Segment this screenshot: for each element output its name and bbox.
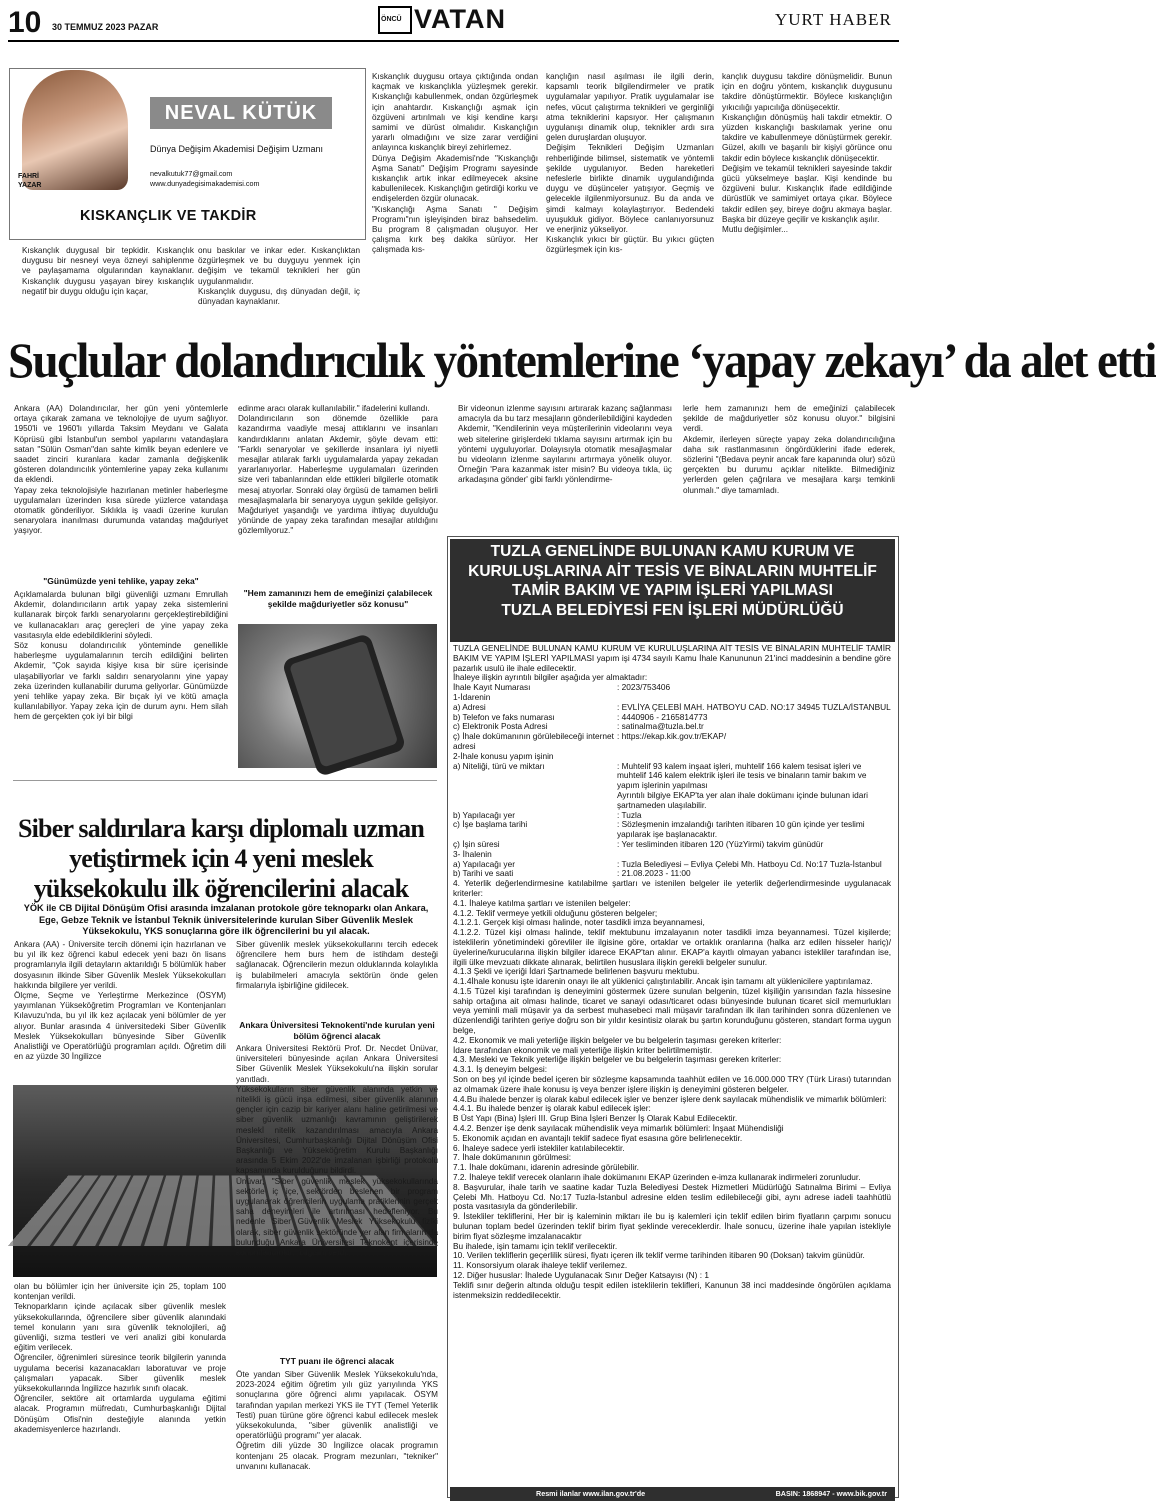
tender-detail-key: a) Niteliği, türü ve miktarı [453,760,545,771]
footer-right: BASIN: 1868947 - www.bik.gov.tr [775,1489,887,1498]
tender-detail-key: 2-İhale konusu yapım işinin [453,750,554,761]
logo-text: VATAN [414,4,506,34]
tender-terms: 4. Yeterlik değerlendirmesine katılabilme şartları ve istenilen belgeler ile yeterlik değerlendirmesinde uygulanacak kriterler: 4.1. İhaleye katılma şartları ve istenilen belgeler: 4.1.2. Teklif vermeye yetkili olduğunu gösteren belgeler; 4.1.2.1. Gerçek kişi olması halinde, noter tasdikli imza beyannamesi, 4.1.2.2. Tüzel kişi olması halinde, teklif mektubunu imzalayanın noter tasdikli imza beyannamesi. Tüzel kişilerde; isteklilerin yönetimindeki görevliler ile ilgisine göre, ortaklar ve ortaklık oranlarına (halka arz edilen hisseler hariç)/üyelerine/kurucularına ilişkin bilgiler idarece EKAP'tan alınır. EKAP'a kayıtlı olmayan yabancı istekliler tarafından ise, ilgili ülke mevzuatı dikkate alınarak, belirtilen hususlara ilişkin gerekli belgeler sunulur. 4.1.3 Şekli ve içeriği İdari Şartnamede belirlenen başvuru mektubu. 4.1.4İhale konusu işte idarenin onayı ile alt yüklenici çalıştırılabilir. Ancak işin tamamı alt yüklenicilere yaptırılamaz. 4.1.5 Tüzel kişi tarafından iş deneyimini göstermek üzere sunulan belgenin, tüzel kişiliğin yarısından fazla hissesine sahip ortağına ait olması halinde, ticaret ve sanayi odası/ticaret odası bünyesinde bulunan ticaret sicil memurlukları veya yeminli mali müşavir ya da serbest muhasebeci mali müşavir tarafından ilk ilan tarihinden sonra düzenlenen ve düzenlendiği tarihten geriye doğru son bir yıldır kesintisiz olarak bu şartın korunduğunu gösteren, standart forma uygun belge, 4.2. Ekonomik ve mali yeterliğe ilişkin belgeler ve bu belgelerin taşıması gereken kriterler: İdare tarafından ekonomik ve mali yeterliğe ilişkin kriter belirtilmemiştir. 4.3. Mesleki ve Teknik yeterliğe ilişkin belgeler ve bu belgelerin taşıması gereken kriterler: 4.3.1. İş deneyim belgesi: Son on beş yıl içinde bedel içeren bir sözleşme kapsamında taahhüt edilen ve 16.000.000 TRY (Türk Lirası) tutarından az olmamak üzere ihale konusu iş veya benzer işlere ilişkin iş deneyimini gösteren belgeler. 4.4.Bu ihalede benzer iş olarak kabul edilecek işler ve benzer işlere denk sayılacak mühendislik ve mimarlık bölümleri: 4.4.1. Bu ihalede benzer iş olarak kabul edilecek işler: B Üst Yapı (Bina) İşleri III. Grup Bina İşleri Benzer İş Olarak Kabul Edilecektir. 4.4.2. Benzer işe denk sayılacak mühendislik veya mimarlık bölümleri: İnşaat Mühendisliği 5. Ekonomik açıdan en avantajlı teklif sadece fiyat esasına göre belirlenecektir. 6. İhaleye sadece yerli istekliler katılabilecektir. 7. İhale dokümanının görülmesi: 7.1. İhale dokümanı, idarenin adresinde görülebilir. 7.2. İhaleye teklif verecek olanların ihale dokümanını EKAP üzerinden e-imza kullanarak indirmeleri zorunludur. 8. Başvurular, ihale tarih ve saatine kadar Tuzla Belediyesi Destek Hizmetleri Müdürlüğü Satınalma Birimi – Evliya Çelebi Mh. Hatboyu Cd. No:17 Tuzla-İstanbul adresine elden teslim edilebileceği gibi, aynı adrese iadeli taahhütlü posta vasıtasıyla da gönderilebilir. 9. İstekliler tekliflerini, Her bir iş kaleminin miktarı ile bu iş kalemleri için teklif edilen birim fiyatların çarpımı sonucu bulunan toplam bedel üzerinden teklif birim fiyat şeklinde vereceklerdir. İhale sonucu, üzerine ihale yapılan istekliyle birim fiyat sözleşme imzalanacaktır Bu ihalede, işin tamamı için teklif verilecektir. 10. Verilen tekliflerin geçerlilik süresi, fiyatı içeren ilk teklif verme tarihinden itibaren 90 (Doksan) takvim günüdür. 11. Konsorsiyum olarak ihaleye teklif verilemez. 12. Diğer hususlar: İhalede Uygulanacak Sınır Değer Katsayısı (N) : 1 Teklifi sınır değerin altında olduğu tespit edilen isteklilerin teklifleri, Kanunun 38 inci maddesinde öngörülen açıklama istenmeksizin reddedilecektir. [453,878,891,1300]
tender-detail-key: b) Yapılacağı yer [453,809,515,820]
story1-subhead-2: "Hem zamanınızı hem de emeğinizi çalabilecek şekilde mağduriyetler söz konusu" [243,588,433,609]
column-title: KISKANÇLIK VE TAKDİR [80,208,257,224]
tender-intro: TUZLA GENELİNDE BULUNAN KAMU KURUM VE KURULUŞLARINA AİT TESİS VE BİNALARIN MUHTELİF TAMİR BAKIM VE YAPIM İŞLERİ YAPILMASI yapım işi 4734 sayılı Kamu İhale Kanununun 21'inci maddesinin a bendine göre pazarlık usulü ile ihale edilecektir. İhaleye ilişkin ayrıntılı bilgiler aşağıda yer almaktadır: [453,643,891,683]
tender-detail-row [453,762,891,811]
footer-left: Resmi ilanlar www.ilan.gov.tr'de [536,1489,646,1498]
author-contact [150,169,259,189]
phone-scam-photo [238,624,437,768]
story2-col1b: olan bu bölümler için her üniversite için 25, toplam 100 kontenjan verildi. Teknoparkların içinde açılacak siber güvenlik meslek yüksekokullarında, öğrencilere siber güvenlik alanındaki temel konuların yanı sıra güvenlik teknolojileri, ağ güvenliği, sızma testleri ve veri analizi gibi konularda eğitim verilecek. Öğrenciler, öğrenimleri süresince teorik bilgilerin yanında uygulama becerisi kazanacakları laboratuvar ve proje çalışmaları yapacak. Siber güvenlik meslek yüksekokullarında İngilizce hazırlık sınıfı olacak. Öğrenciler, sektöre ait ortamlarda uygulama eğitimi alacak. Programın müfredatı, Cumhurbaşkanlığı Dijital Dönüşüm Ofisi'nin desteğiyle alanında yetkin akademisyenlerce hazırlandı. [14,1282,226,1434]
tender-detail-row [453,820,891,840]
tender-detail-key: a) Adresi [453,701,486,712]
tender-detail-value: : Muhtelif 93 kalem inşaat işleri, muhtelif 166 kalem tesisat işleri ve muhtelif 146 kalem elektrik işleri ile tesis ve binaların tamir bakım ve yapım işlerinin yapılması Ayrıntılı bilgiye EKAP'ta yer alan ihale dokümanı içinde bulunan idari şartnameden ulaşılabilir. [617,760,868,810]
tender-details [453,683,891,879]
tender-detail-row [453,683,891,693]
story2-headline: Siber saldırılara karşı diplomalı uzman yetiştirmek için 4 yeni meslek yüksekokulu ilk öğrencilerini alacak [17,814,425,903]
logo-badge: ÖNCÜ [378,6,412,34]
story2-lead: YÖK ile CB Dijital Dönüşüm Ofisi arasında imzalanan protokole göre teknoparkı olan Ankara, Ege, Gebze Teknik ve İstanbul Teknik üniversitelerinde kurulan Siber Güvenlik Meslek Yüksekokulu, YKS sonuçlarına göre ilk öğrencilerini bu yıl alacak. [23,903,429,936]
story2-col1: Ankara (AA) - Üniversite tercih dönemi için hazırlanan ve bu yıl ilk kez öğrenci kabul edecek yeni bazı ön lisans programlarıyla ilgili detayların aktarıldığı 5 bölümlük haber dosyasının ilkinde Siber Güvenlik Meslek Yüksekokulları hakkında bilgilere yer verildi. Ölçme, Seçme ve Yerleştirme Merkezince (ÖSYM) yayımlanan Yükseköğretim Programları ve Kontenjanları Kılavuzu'nda, bu yıl ilk kez açılacak yeni bölümler de yer alıyor. Bunlar arasında 4 üniversitedeki Siber Güvenlik Meslek Yüksekokulları bünyesinde Siber Güvenlik Analistliği ve Operatörlüğü programları açıldı. Öğretim dili en az yüzde 30 İngilizce [14,940,226,1062]
tender-detail-key: İhale Kayıt Numarası [453,682,531,693]
story1-subhead-1: "Günümüzde yeni tehlike, yapay zeka" [43,576,199,586]
story1-col1b: Açıklamalarda bulunan bilgi güvenliği uzmanı Emrullah Akdemir, dolandırıcıların artık yapay zeka sistemlerini kullanarak birçok farklı senaryolarını gerçekleştirebildiğini ve kullanacakları araç gereçleri de yine yapay zeka vasıtasıyla elde edebildiklerini söyledi. Söz konusu dolandırıcılık yönteminde genellikle haberleşme uygulamalarının tercih edildiğini belirten Akdemir, "Çok sayıda kişiye kısa bir süre içerisinde ulaşabiliyorlar ve farklı saldırı senaryolarını yine yapay zeka üzerinden kullanabilir duruma geliyorlar. Günümüzde yeni tehlike yapay zeka. Bir bıçak iyi ve kötü amaçla kullanılabiliyor. Yapay zeka için de durum aynı. Hem silah hem de gerçekten çok iyi bir bilgi [14,590,228,722]
story1-col3: Bir videonun izlenme sayısını artırarak kazanç sağlanması amacıyla da bu tarz mesajların gönderilebildiğini kaydeden Akdemir, "Kendilerinin veya müşterilerinin videolarını veya web sitelerine girişlerdeki tıklama sayısını artırmak için bu yöntemi uyguluyorlar. Dolayısıyla otomatik mesajlaşmalar bu videoların izlenme sayılarını artırmaya yönelik oluyor. Örneğin 'Para kazanmak ister misin? Bu videoya tıkla, üç arkadaşına gönder' gibi farklı yönlendirme- [458,404,672,485]
tender-detail-value: : EVLİYA ÇELEBİ MAH. HATBOYU CAD. NO:17 34945 TUZLA/İSTANBUL [617,701,891,712]
author-photo-label: FAHRİ YAZAR [18,173,42,189]
story1-col4: lerle hem zamanınızı hem de emeğinizi çalabilecek şekilde de mağduriyetler söz konusu oluyor." bilgisini verdi. Akdemir, ilerleyen süreçte yapay zeka dolandırıcılığına daha sık rastlanmasının öngördüklerini ifade ederek, sözlerini "(Bedava peynir ancak fare kapanında olur) sözü gerçekten bu durumu açıklar nitelikte. Bilmediğiniz yerlerden gelen çağrılara ve mesajlara karşı temkinli olunmalı." diye tamamladı. [683,404,895,495]
tender-detail-key: b) Telefon ve faks numarası [453,711,555,722]
tender-detail-value: : https://ekap.kik.gov.tr/EKAP/ [617,731,727,742]
column-text-5: kançlık duygusu takdire dönüşmelidir. Bunun için en doğru yöntem, kıskançlık duygusunu takdire dönüştürmektir. Böylece kıskançlığın yıkıcılığı yapıcılığa dönüşecektir. Kıskançlığın dönüşmüş hali takdir etmektir. O yüzden kıskançlığı baskılamak yerine onu takdire ve kabullenmeye dönüştürmek gerekir. Güzel, akıllı ve başarılı bir kişiyi görünce onu takdir edin böylece kıskançlık dönüşecektir. Değişim ve tekamül teknikleri sayesinde takdir gücü yükselmeye başlar. Kişi kendinde bu özgüveni bulur. Kıskançlık ifade edildiğinde dürüstlük ve samimiyet ortaya çıkar. Böylece takdir edilen şey, bireye doğru akmaya başlar. Başka bir düzeye geçilir ve kıskançlık aşılır. Mutlu değişimler... [722,72,892,235]
tender-detail-value: : Tuzla Belediyesi – Evliya Çelebi Mh. Hatboyu Cd. No:17 Tuzla-İstanbul [617,858,882,869]
story1-col2: edinme aracı olarak kullanılabilir." ifadelerini kullandı. Dolandırıcıların son dönemde özellikle para kazandırma vaadiyle mesaj attıklarını ve insanları kandırdıklarını anlatan Akdemir, şöyle devam etti: "Farklı senaryolar ve şekillerde insanlara iyi niyetli mesajlar atılarak farklı uygulamalarda yapay zekadan yararlanıyorlar. Haberleşme uygulamaları üzerinden size veri tabanlarından elde ettikleri bilgilerle otomatik mesaj atıyorlar. Sonraki olay örgüsü de tamamen belirli mesajlaşmalarla bir senaryoya uygun şekilde gelişiyor. Mağduriyet yaşandığı ve yardıma ihtiyaç duyulduğu yönünde de yapay zeka tarafından mesajlar atıldığını gözlemliyoruz." [238,404,438,536]
author-web: www.dunyadegisimakademisi.com [150,179,260,188]
tender-detail-key: c) Elektronik Posta Adresi [453,721,548,732]
tender-detail-value: : Tuzla [617,809,642,820]
tender-ad-headline: TUZLA GENELİNDE BULUNAN KAMU KURUM VE KURULUŞLARINA AİT TESİS VE BİNALARIN MUHTELİF TAMİR BAKIM VE YAPIM İŞLERİ YAPILMASI TUZLA BELEDİYESİ FEN İŞLERİ MÜDÜRLÜĞÜ [450,539,895,642]
author-role: Dünya Değişim Akademisi Değişim Uzmanı [150,144,324,154]
author-name: NEVAL KÜTÜK [150,97,332,129]
story1-headline: Suçlular dolandırıcılık yöntemlerine ‘yapay zekayı’ da alet etti [8,333,1156,389]
tender-detail-key: a) Yapılacağı yer [453,858,515,869]
column-text-4: kançlığın nasıl aşılması ile ilgili derin, kapsamlı teorik bilgilendirmeler ve pratik uygulamalar yapılıyor. Pratik uygulamalar ise nefes, vücut çalıştırma teknikleri ve gerginliği atma tekniklerini kapsıyor. Her çalışmanın uygulanışı dinamik olup, teknikler ardı sıra gelen duruşlardan oluşuyor. Değişim Teknikleri Değişim Uzmanları rehberliğinde bilimsel, sistematik ve yöntemli şekilde uygulanıyor. Beden hareketleri nefeslerle birlikte dinamik uygulandığında duygu ve düşünceler yatışıyor. Geçmiş ve gelecekle ilgilenmiyorsunuz. Bu da anda ve şimdi kalmayı kolaylaştırıyor. Bedendeki uyuşukluk gidiyor. Böylece canlanıyorsunuz ve enerjiniz yükseliyor. Kıskançlık yıkıcı bir güçtür. Bu yıkıcı güçten özgürleşmek için kıs- [546,72,714,255]
tender-ad-body [453,644,891,1427]
tender-detail-value: : Sözleşmenin imzalandığı tarihten itibaren 10 gün içinde yer teslimi yapılarak işe başlanacaktır. [617,819,865,840]
tender-detail-row [453,840,891,850]
tender-detail-value: : 21.08.2023 - 11:00 [617,868,691,879]
story1-col1: Ankara (AA) Dolandırıcılar, her gün yeni yöntemlerle ortaya çıkarak zamana ve teknolojiye de uyum sağlıyor. 1950'li ve 1960'lı yıllarda Taksim Meydanı ve Galata Köprüsü gibi İstanbul'un sembol yapılarını vatandaşlara satan "Sülün Osman"dan sahte kimlik beyan edenlere ve saadet zinciri kuranlara kadar zamanla değişkenlik gösteren dolandırıcılık yöntemlerine yapay zeka kullanımı da eklendi. Yapay zeka teknolojisiyle hazırlanan metinler haberleşme uygulamaları üzerinden kısa sürede yüzlerce vatandaşa otomatik gönderiliyor. Sıklıkla iş vaadi üzerine kurulan senaryolara inanılması durumunda vatandaş mağduriyet yaşıyor. [14,404,228,536]
tender-detail-key: ç) İşin süresi [453,838,500,849]
tender-detail-key: 1-İdarenin [453,691,491,702]
newspaper-logo [378,6,524,34]
tender-detail-key: b) Tarihi ve saati [453,868,514,879]
tender-detail-value: : 4440906 - 2165814773 [617,711,708,722]
section-title: YURT HABER [775,10,892,29]
tender-detail-value: : Yer tesliminden itibaren 120 (YüzYirmi) takvim günüdür [617,838,824,849]
issue-date: 30 TEMMUZ 2023 PAZAR [52,22,159,32]
story2-col2c: Öte yandan Siber Güvenlik Meslek Yüksekokulu'nda, 2023-2024 eğitim öğretim yılı güz yarıyılında YKS sonuçlarına göre öğrenci alımı yapılacak. ÖSYM tarafından yapılan merkezi YKS ile TYT (Temel Yeterlik Testi) puan türüne göre öğrenci kabul edilecek meslek yüksekokulunda, "siber güvenlik analistliği ve operatörlüğü programı" yer alacak. Öğretim dili yüzde 30 İngilizce olacak programın kontenjanı 25 olacak. Program mezunları, "tekniker" unvanını kullanacak. [236,1370,438,1471]
column-text-1: Kıskançlık duygusal bir tepkidir. Kıskançlık duygusu bir nesneyi veya özneyi sahiplenme ve paylaşamama olgularından kaynaklanır. Kıskançlık duygusu yaşayan birey kıskançlık negatif bir duygu olduğu için kaçar, [22,246,194,296]
story2-subhead-1: Ankara Üniversitesi Teknokenti'nde kurulan yeni bölüm öğrenci alacak [239,1020,435,1041]
tender-detail-key: 3- İhalenin [453,848,492,859]
tender-detail-row [453,732,891,752]
column-text-3: Kıskançlık duygusu ortaya çıktığında ondan kaçmak ve kıskançlıkla yüzleşmek gerekir. Kıskançlığı kabullenmek, ondan özgürleşmek için anahtardır. Kıskançlığı aşmak için özgüveni artırılmalı ve kişi kendine karşı samimi ve dürüst olmalıdır. Kıskançlığın yararlı olmadığını ve size zarar verdiğini anlayınca kıskançlık bireyi zehirlemez. Dünya Değişim Akademisi'nde "Kıskançlığı Aşma Sanatı" Değişim Programı sayesinde kıskançlık artık inkar edilmeyecek aksine kabullenilecek. Kıskançlığın getirdiği korku ve endişelerden özgür olunacak. "Kıskançlığı Aşma Sanatı " Değişim Programı"nın işleyişinden biraz bahsedelim. Bu program 8 çalışmadan oluşuyor. Her çalışma kırk beş dakika sürüyor. Her çalışmada kıs- [372,72,538,255]
story2-subhead-2: TYT puanı ile öğrenci alacak [279,1356,395,1366]
story2-col2: Siber güvenlik meslek yüksekokullarını tercih edecek öğrencilere hem burs hem de istihdam desteği sağlanacak. Öğrencilerin mezun olduklarında kolaylıkla iş bulabilmeleri amacıyla sektörün önde gelen firmalarıyla işbirliğine gidilecek. [236,940,438,990]
tender-detail-value: : satinalma@tuzla.bel.tr [617,721,704,732]
tender-detail-key: c) İşe başlama tarihi [453,819,528,830]
tender-detail-value: : 2023/753406 [617,682,671,693]
story-divider [13,780,437,781]
tender-ad-footer [450,1487,895,1501]
column-text-2: onu baskılar ve inkar eder. Kıskançlıktan özgürleşmek ve bu duyguyu yenmek için değişim ve tekamül teknikleri her gün uygulanmalıdır. Kıskançlık duygusu, dış dünyadan değil, iç dünyadan kaynaklanır. [198,246,360,307]
page-number: 10 [8,6,42,39]
tender-detail-key: ç) İhale dokümanının görülebileceği internet adresi [453,731,614,751]
story2-col2b: Ankara Üniversitesi Rektörü Prof. Dr. Necdet Ünüvar, üniversiteleri bünyesinde açılan Ankara Üniversitesi Siber Güvenlik Meslek Yüksekokulu'na ilişkin sorular yanıtladı. Yüksekokulların siber güvenlik alanında yetkin ve nitelikli iş gücü inşa edilmesi, siber güvenlik alanının gençler için cazip bir kariyer alanı haline getirilmesi ve siber güvenlik uzmanlığı kavramının geliştirilerek meslekİ nitelik kazandırılması amacıyla Ankara Üniversitesi, Cumhurbaşkanlığı Dijital Dönüşüm Ofisi Başkanlığı ve Yükseköğretim Kurulu Başkanlığı arasında 5 Ekim 2022'de imzalanan işbirliği protokolü kapsamında kurulduğunu bildirdi. Ünüvar, "Siber güvenlik meslek yüksekokullarında sektörle iç içe, sektörden beslenen bir program uygulanarak öğrencilerin uygulama pratiklerinin gerçek saha deneyimleri ile artırılması hedefleniyor. Bu nedenle Siber Güvenlik Meslek Yüksekokulu fiziki olarak, siber güvenlik sektöründe yer alan firmaların da bulunduğu Ankara Üniversitesi Teknokent içerisinde konumlandırıldı." bilgisini verdi. [236,1044,438,1258]
header-rule [8,40,899,42]
author-email: nevalkutuk77@gmail.com [150,169,233,178]
